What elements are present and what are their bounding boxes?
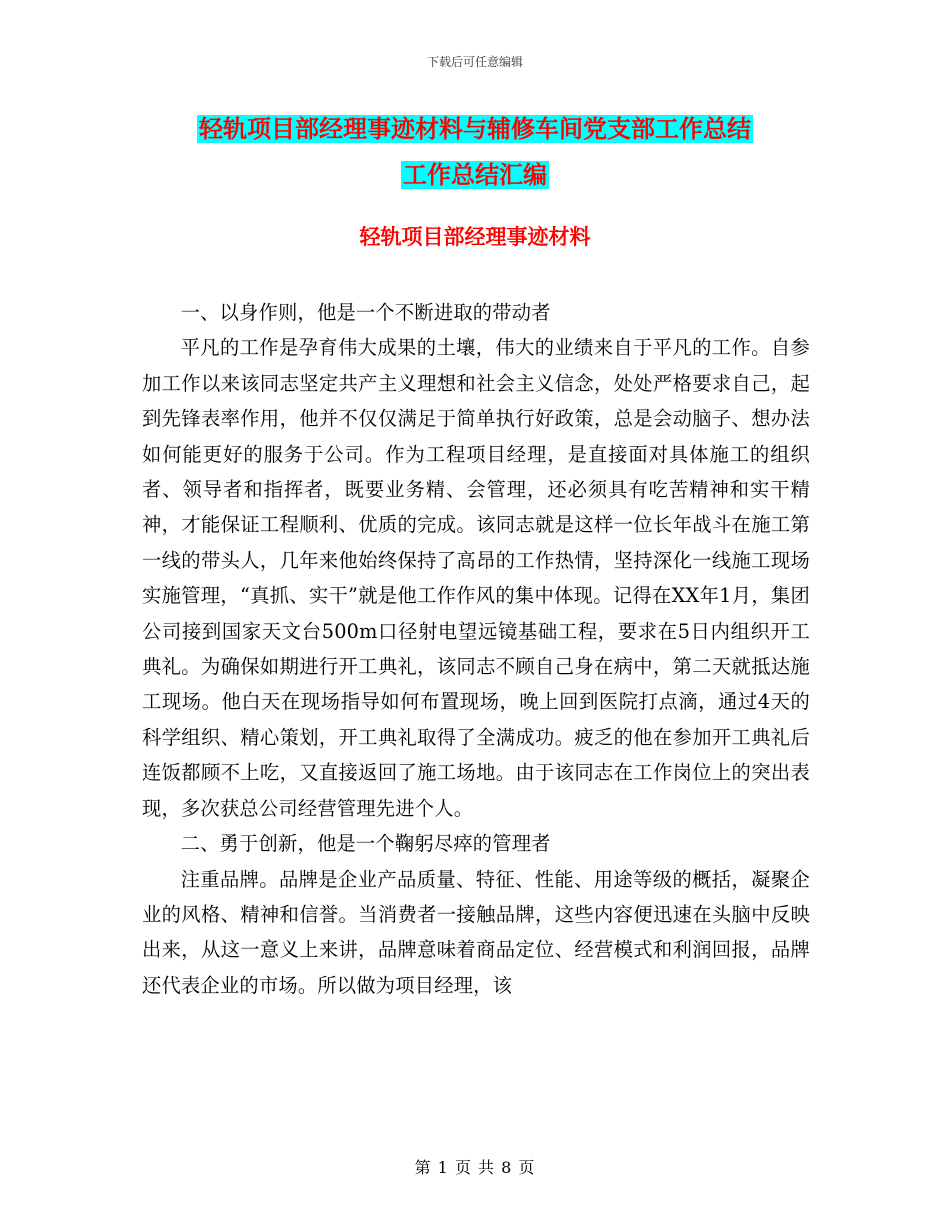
page-footer: 第 1 页 共 8 页 [414, 1158, 536, 1177]
paragraph-heading-1: 一、以身作则，他是一个不断进取的带动者 [180, 301, 551, 324]
document-title-line-1 [0, 112, 950, 146]
paragraph-heading-2: 二、勇于创新，他是一个鞠躬尽瘁的管理者 [180, 832, 551, 856]
paragraph: 平凡的工作是孕育伟大成果的土壤，伟大的业绩来自于平凡的工作。自参加工作以来该同志坚定共产主义理想和社会主义信念，处处严格要求自己，起到先锋表率作用，他并不仅仅满足于简单执行好政策，总是会动脑子、想办法如何能更好的服务于公司。作为工程项目经理，是直接面对具体施工的组织者、领导者和指挥者，既要业务精、会管理，还必须具有吃苦精神和实干精神，才能保证工程顺利、优质的完成。该同志就是这样一位长年战斗在施工第一线的带头人，几年来他始终保持了高昂的工作热情，坚持深化一线施工现场实施管理，“真抓、实干”就是他工作作风的集中体现。记得在XX年1月，集团公司接到国家天文台500m口径射电望远镜基础工程，要求在5日内组织开工典礼。为确保如期进行开工典礼，该同志不顾自己身在病中，第二天就抵达施工现场。他白天在现场指导如何布置现场，晚上回到医院打点滴，通过4天的科学组织、精心策划，开工典礼取得了全满成功。疲乏的他在参加开工典礼后连饭都顾不上吃，又直接返回了施工场地。由于该同志在工作岗位上的突出表现，多次获总公司经营管理先进个人。 [142, 336, 810, 820]
body-content [142, 295, 810, 1003]
section-title: 轻轨项目部经理事迹材料 [359, 225, 591, 249]
document-title-text-2: 工作总结汇编 [403, 161, 547, 189]
paragraph: 注重品牌。品牌是企业产品质量、特征、性能、用途等级的概括，凝聚企业的风格、精神和信誉。当消费者一接触品牌，这些内容便迅速在头脑中反映出来，从这一意义上来讲，品牌意味着商品定位、经营模式和利润回报，品牌还代表企业的市场。所以做为项目经理，该 [142, 867, 810, 997]
document-title-text-1: 轻轨项目部经理事迹材料与辅修车间党支部工作总结 [199, 115, 751, 143]
document-title-line-2 [0, 158, 950, 192]
header-note: 下载后可任意编辑 [426, 55, 523, 69]
